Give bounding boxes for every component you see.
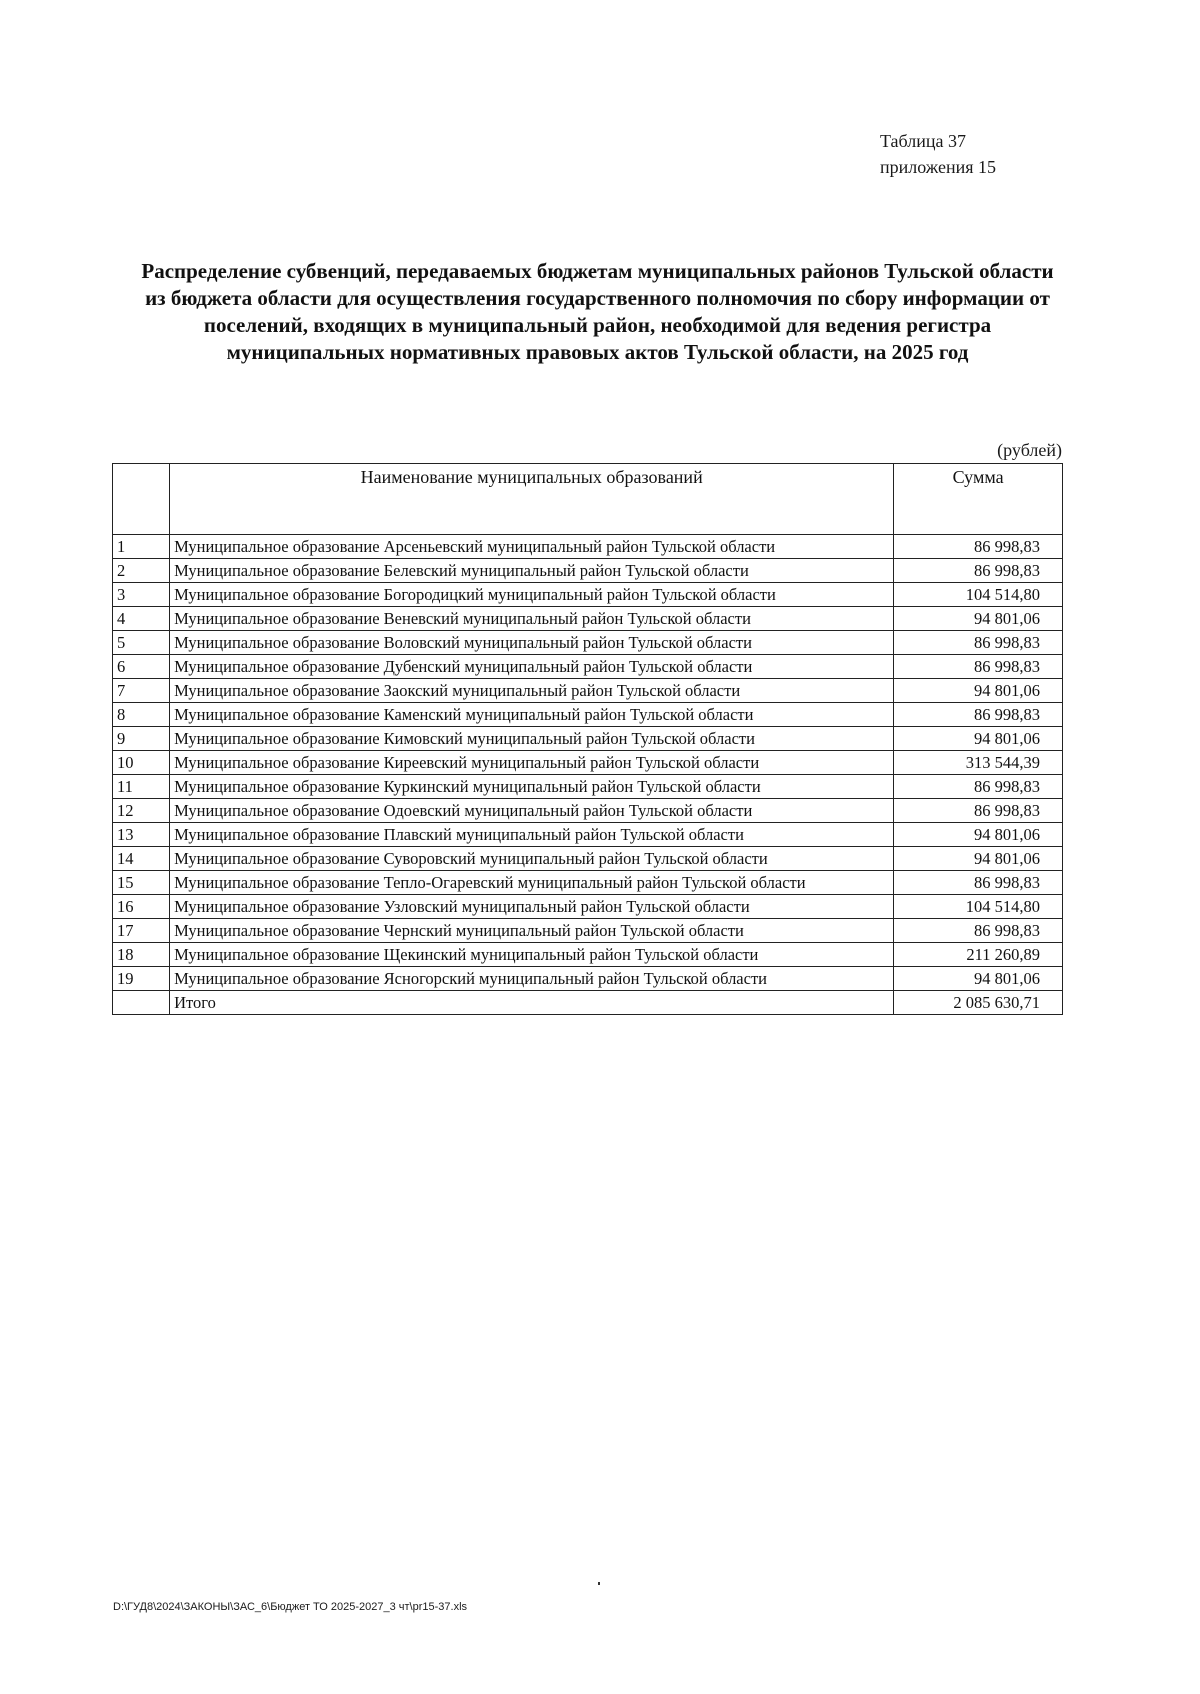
title-line-3: поселений, входящих в муниципальный район, необходимой для ведения регистра bbox=[203, 313, 992, 337]
header-name: Наименование муниципальных образований bbox=[170, 464, 894, 535]
cell-num: 2 bbox=[113, 559, 170, 583]
table-row bbox=[113, 679, 1063, 703]
document-title bbox=[110, 258, 1085, 366]
cell-sum: 86 998,83 bbox=[894, 703, 1063, 727]
table-header bbox=[113, 464, 1063, 535]
cell-sum: 94 801,06 bbox=[894, 823, 1063, 847]
cell-name: Муниципальное образование Ясногорский муниципальный район Тульской области bbox=[170, 967, 894, 991]
cell-sum: 86 998,83 bbox=[894, 535, 1063, 559]
cell-sum: 86 998,83 bbox=[894, 559, 1063, 583]
cell-name: Муниципальное образование Чернский муниципальный район Тульской области bbox=[170, 919, 894, 943]
cell-sum: 313 544,39 bbox=[894, 751, 1063, 775]
cell-sum: 104 514,80 bbox=[894, 895, 1063, 919]
cell-num: 17 bbox=[113, 919, 170, 943]
table-row bbox=[113, 823, 1063, 847]
cell-sum: 94 801,06 bbox=[894, 967, 1063, 991]
table-row bbox=[113, 607, 1063, 631]
cell-num: 9 bbox=[113, 727, 170, 751]
cell-sum: 94 801,06 bbox=[894, 679, 1063, 703]
title-line-2: из бюджета области для осуществления государственного полномочия по сбору информации от bbox=[145, 286, 1050, 310]
table-row bbox=[113, 535, 1063, 559]
cell-name: Муниципальное образование Веневский муниципальный район Тульской области bbox=[170, 607, 894, 631]
cell-num bbox=[113, 991, 170, 1015]
cell-name: Муниципальное образование Белевский муниципальный район Тульской области bbox=[170, 559, 894, 583]
table-row bbox=[113, 775, 1063, 799]
cell-name: Муниципальное образование Кимовский муниципальный район Тульской области bbox=[170, 727, 894, 751]
cell-num: 18 bbox=[113, 943, 170, 967]
cell-name: Муниципальное образование Воловский муниципальный район Тульской области bbox=[170, 631, 894, 655]
header-sum: Сумма bbox=[894, 464, 1063, 535]
cell-name: Муниципальное образование Каменский муниципальный район Тульской области bbox=[170, 703, 894, 727]
title-line-1: Распределение субвенций, передаваемых бюджетам муниципальных районов Тульской области bbox=[141, 259, 1054, 283]
table-row bbox=[113, 943, 1063, 967]
table-body bbox=[113, 535, 1063, 1015]
subsidy-table bbox=[112, 463, 1063, 1015]
cell-sum: 86 998,83 bbox=[894, 871, 1063, 895]
cell-name: Муниципальное образование Суворовский муниципальный район Тульской области bbox=[170, 847, 894, 871]
cell-num: 12 bbox=[113, 799, 170, 823]
header-num bbox=[113, 464, 170, 535]
cell-name: Муниципальное образование Плавский муниципальный район Тульской области bbox=[170, 823, 894, 847]
table-row bbox=[113, 727, 1063, 751]
cell-num: 6 bbox=[113, 655, 170, 679]
table-row bbox=[113, 967, 1063, 991]
cell-name: Муниципальное образование Узловский муниципальный район Тульской области bbox=[170, 895, 894, 919]
cell-name: Муниципальное образование Одоевский муниципальный район Тульской области bbox=[170, 799, 894, 823]
table-row bbox=[113, 895, 1063, 919]
total-row bbox=[113, 991, 1063, 1015]
table-row bbox=[113, 751, 1063, 775]
cell-num: 8 bbox=[113, 703, 170, 727]
table-row bbox=[113, 655, 1063, 679]
cell-num: 16 bbox=[113, 895, 170, 919]
table-row bbox=[113, 703, 1063, 727]
cell-num: 15 bbox=[113, 871, 170, 895]
cell-name: Муниципальное образование Киреевский муниципальный район Тульской области bbox=[170, 751, 894, 775]
cell-sum: 94 801,06 bbox=[894, 727, 1063, 751]
cell-sum: 86 998,83 bbox=[894, 919, 1063, 943]
cell-name: Муниципальное образование Тепло-Огаревский муниципальный район Тульской области bbox=[170, 871, 894, 895]
cell-num: 11 bbox=[113, 775, 170, 799]
cell-name: Муниципальное образование Дубенский муниципальный район Тульской области bbox=[170, 655, 894, 679]
table-row bbox=[113, 847, 1063, 871]
cell-num: 14 bbox=[113, 847, 170, 871]
header-row bbox=[113, 464, 1063, 535]
cell-sum: 86 998,83 bbox=[894, 655, 1063, 679]
table-row bbox=[113, 799, 1063, 823]
cell-num: 4 bbox=[113, 607, 170, 631]
footer-file-path: D:\ГУД8\2024\ЗАКОНЫ\ЗАС_6\Бюджет ТО 2025-2027_3 чт\pr15-37.xls bbox=[113, 1601, 468, 1613]
cell-num: 19 bbox=[113, 967, 170, 991]
table-reference bbox=[880, 128, 996, 180]
cell-name: Муниципальное образование Арсеньевский муниципальный район Тульской области bbox=[170, 535, 894, 559]
cell-sum: 104 514,80 bbox=[894, 583, 1063, 607]
cell-sum: 94 801,06 bbox=[894, 847, 1063, 871]
table-row bbox=[113, 631, 1063, 655]
cell-name: Итого bbox=[170, 991, 894, 1015]
cell-name: Муниципальное образование Заокский муниципальный район Тульской области bbox=[170, 679, 894, 703]
cell-num: 7 bbox=[113, 679, 170, 703]
table-row bbox=[113, 871, 1063, 895]
cell-sum: 86 998,83 bbox=[894, 775, 1063, 799]
table-row bbox=[113, 919, 1063, 943]
cell-sum: 211 260,89 bbox=[894, 943, 1063, 967]
units-label: (рублей) bbox=[997, 440, 1062, 460]
scan-mark bbox=[598, 1582, 600, 1585]
table-row bbox=[113, 583, 1063, 607]
table-row bbox=[113, 559, 1063, 583]
cell-sum: 2 085 630,71 bbox=[894, 991, 1063, 1015]
cell-num: 13 bbox=[113, 823, 170, 847]
cell-sum: 94 801,06 bbox=[894, 607, 1063, 631]
cell-name: Муниципальное образование Щекинский муниципальный район Тульской области bbox=[170, 943, 894, 967]
cell-num: 10 bbox=[113, 751, 170, 775]
cell-num: 5 bbox=[113, 631, 170, 655]
cell-name: Муниципальное образование Куркинский муниципальный район Тульской области bbox=[170, 775, 894, 799]
cell-sum: 86 998,83 bbox=[894, 799, 1063, 823]
title-line-4: муниципальных нормативных правовых актов Тульской области, на 2025 год bbox=[226, 340, 969, 364]
cell-num: 1 bbox=[113, 535, 170, 559]
appendix-label: приложения 15 bbox=[880, 157, 997, 177]
cell-sum: 86 998,83 bbox=[894, 631, 1063, 655]
cell-num: 3 bbox=[113, 583, 170, 607]
cell-name: Муниципальное образование Богородицкий муниципальный район Тульской области bbox=[170, 583, 894, 607]
table-label: Таблица 37 bbox=[880, 131, 966, 151]
